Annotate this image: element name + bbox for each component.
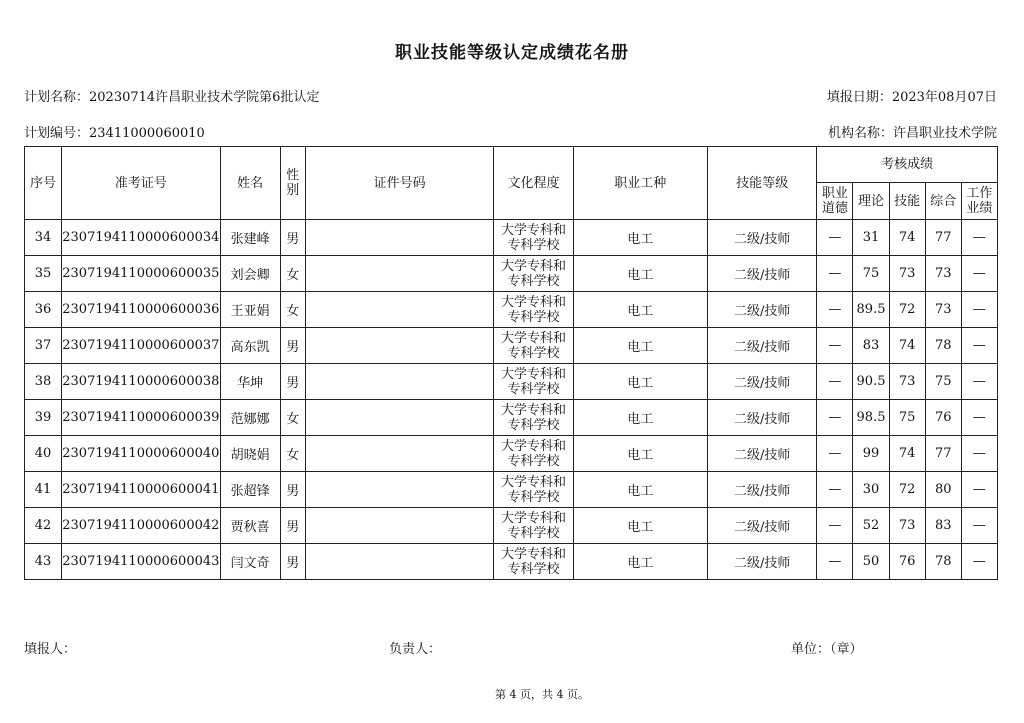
- cell-ethics: —: [817, 364, 853, 400]
- cell-ethics: —: [817, 400, 853, 436]
- page-title: 职业技能等级认定成绩花名册: [395, 43, 629, 63]
- plan-name-label: 计划名称：: [24, 90, 90, 105]
- report-date-value: 2023年08月07日: [891, 90, 997, 105]
- table-row: [25, 292, 998, 328]
- cell-exam-no: 2307194110000600036: [62, 292, 220, 328]
- cell-occupation: 电工: [573, 544, 707, 580]
- cell-id-no: [305, 220, 494, 256]
- cell-level: 二级/技师: [708, 544, 817, 580]
- cell-exam-no: 2307194110000600038: [62, 364, 220, 400]
- cell-id-no: [305, 544, 494, 580]
- cell-id-no: [305, 508, 494, 544]
- cell-id-no: [305, 472, 494, 508]
- cell-gender: 女: [280, 436, 305, 472]
- cell-occupation: 电工: [573, 400, 707, 436]
- cell-id-no: [305, 292, 494, 328]
- cell-work: —: [961, 220, 997, 256]
- cell-exam-no: 2307194110000600034: [62, 220, 220, 256]
- cell-work: —: [961, 256, 997, 292]
- page-info: 第 4 页，共 4 页。: [495, 688, 589, 701]
- table-row: [25, 436, 998, 472]
- cell-exam-no: 2307194110000600043: [62, 544, 220, 580]
- cell-occupation: 电工: [573, 508, 707, 544]
- cell-gender: 男: [280, 328, 305, 364]
- cell-ethics: —: [817, 436, 853, 472]
- cell-exam-no: 2307194110000600041: [62, 472, 220, 508]
- table-row: [25, 472, 998, 508]
- cell-name: 胡晓娟: [220, 436, 280, 472]
- cell-level: 二级/技师: [708, 436, 817, 472]
- cell-theory: 89.5: [853, 292, 889, 328]
- cell-ethics: —: [817, 508, 853, 544]
- cell-ethics: —: [817, 544, 853, 580]
- table-row: [25, 364, 998, 400]
- cell-ethics: —: [817, 292, 853, 328]
- plan-number-label: 计划编号：: [24, 126, 90, 141]
- cell-level: 二级/技师: [708, 292, 817, 328]
- report-date: [827, 86, 997, 105]
- table-row: [25, 508, 998, 544]
- filler-label: 填报人：: [24, 642, 77, 657]
- cell-skill: 74: [889, 328, 925, 364]
- cell-occupation: 电工: [573, 256, 707, 292]
- cell-occupation: 电工: [573, 328, 707, 364]
- cell-seq: 40: [25, 436, 62, 472]
- cell-gender: 女: [280, 400, 305, 436]
- education-line-2: 专科学校: [507, 525, 560, 541]
- cell-id-no: [305, 364, 494, 400]
- header-id-no: 证件号码: [305, 147, 494, 220]
- plan-number-value: 23411000060010: [89, 126, 205, 141]
- cell-level: 二级/技师: [708, 256, 817, 292]
- cell-exam-no: 2307194110000600039: [62, 400, 220, 436]
- cell-name: 范娜娜: [220, 400, 280, 436]
- unit-label: 单位：: [791, 642, 831, 657]
- cell-name: 王亚娟: [220, 292, 280, 328]
- cell-seq: 42: [25, 508, 62, 544]
- header-scores-group: 考核成绩: [817, 147, 998, 183]
- cell-id-no: [305, 436, 494, 472]
- cell-overall: 80: [925, 472, 961, 508]
- cell-seq: 38: [25, 364, 62, 400]
- cell-theory: 50: [853, 544, 889, 580]
- cell-theory: 31: [853, 220, 889, 256]
- header-education: 文化程度: [494, 147, 573, 220]
- cell-occupation: 电工: [573, 220, 707, 256]
- cell-occupation: 电工: [573, 436, 707, 472]
- cell-ethics: —: [817, 256, 853, 292]
- table-row: [25, 400, 998, 436]
- education-line-1: 大学专科和: [500, 222, 566, 238]
- cell-overall: 77: [925, 220, 961, 256]
- cell-education: [494, 544, 573, 580]
- cell-theory: 75: [853, 256, 889, 292]
- education-line-2: 专科学校: [507, 273, 560, 289]
- cell-level: 二级/技师: [708, 328, 817, 364]
- cell-overall: 73: [925, 292, 961, 328]
- cell-work: —: [961, 436, 997, 472]
- cell-education: [494, 292, 573, 328]
- cell-overall: 77: [925, 436, 961, 472]
- cell-overall: 76: [925, 400, 961, 436]
- cell-education: [494, 508, 573, 544]
- cell-name: 高东凯: [220, 328, 280, 364]
- score-roster-table: [24, 146, 998, 580]
- cell-seq: 37: [25, 328, 62, 364]
- seal-label: （章）: [830, 642, 863, 657]
- cell-education: [494, 400, 573, 436]
- cell-skill: 74: [889, 436, 925, 472]
- education-line-1: 大学专科和: [500, 294, 566, 310]
- cell-theory: 83: [853, 328, 889, 364]
- cell-education: [494, 364, 573, 400]
- unit-field: [791, 638, 863, 657]
- cell-name: 刘会卿: [220, 256, 280, 292]
- cell-ethics: —: [817, 328, 853, 364]
- organization-label: 机构名称：: [827, 126, 893, 141]
- cell-exam-no: 2307194110000600040: [62, 436, 220, 472]
- education-line-2: 专科学校: [507, 381, 560, 397]
- principal-field: [389, 638, 441, 657]
- cell-gender: 男: [280, 220, 305, 256]
- cell-skill: 76: [889, 544, 925, 580]
- header-name: 姓名: [220, 147, 280, 220]
- cell-ethics: —: [817, 472, 853, 508]
- header-gender: 性别: [280, 147, 305, 220]
- cell-overall: 78: [925, 328, 961, 364]
- cell-education: [494, 436, 573, 472]
- cell-skill: 74: [889, 220, 925, 256]
- cell-work: —: [961, 292, 997, 328]
- cell-name: 张建峰: [220, 220, 280, 256]
- cell-ethics: —: [817, 220, 853, 256]
- cell-gender: 女: [280, 292, 305, 328]
- cell-seq: 41: [25, 472, 62, 508]
- cell-seq: 43: [25, 544, 62, 580]
- cell-theory: 99: [853, 436, 889, 472]
- cell-work: —: [961, 328, 997, 364]
- cell-overall: 83: [925, 508, 961, 544]
- header-theory: 理论: [853, 183, 889, 220]
- table-row: [25, 256, 998, 292]
- cell-skill: 72: [889, 292, 925, 328]
- cell-exam-no: 2307194110000600035: [62, 256, 220, 292]
- header-seq: 序号: [25, 147, 62, 220]
- education-line-1: 大学专科和: [500, 474, 566, 490]
- header-ethics: 职业道德: [817, 183, 853, 220]
- cell-seq: 34: [25, 220, 62, 256]
- cell-exam-no: 2307194110000600037: [62, 328, 220, 364]
- cell-education: [494, 328, 573, 364]
- cell-skill: 73: [889, 364, 925, 400]
- cell-theory: 90.5: [853, 364, 889, 400]
- cell-theory: 30: [853, 472, 889, 508]
- header-overall: 综合: [925, 183, 961, 220]
- cell-occupation: 电工: [573, 364, 707, 400]
- header-skill: 技能: [889, 183, 925, 220]
- cell-theory: 98.5: [853, 400, 889, 436]
- education-line-2: 专科学校: [507, 237, 560, 253]
- cell-occupation: 电工: [573, 472, 707, 508]
- education-line-1: 大学专科和: [500, 546, 566, 562]
- education-line-1: 大学专科和: [500, 402, 566, 418]
- plan-name-value: 20230714许昌职业技术学院第6批认定: [89, 90, 320, 105]
- cell-education: [494, 220, 573, 256]
- cell-level: 二级/技师: [708, 364, 817, 400]
- table-row: [25, 220, 998, 256]
- plan-number: [24, 122, 205, 141]
- cell-id-no: [305, 256, 494, 292]
- header-level: 技能等级: [708, 147, 817, 220]
- organization: [828, 122, 997, 141]
- cell-theory: 52: [853, 508, 889, 544]
- cell-skill: 73: [889, 256, 925, 292]
- cell-education: [494, 472, 573, 508]
- education-line-2: 专科学校: [507, 309, 560, 325]
- cell-level: 二级/技师: [708, 400, 817, 436]
- roster-body: [25, 220, 998, 580]
- cell-name: 闫文奇: [220, 544, 280, 580]
- cell-level: 二级/技师: [708, 472, 817, 508]
- cell-gender: 男: [280, 472, 305, 508]
- cell-skill: 72: [889, 472, 925, 508]
- education-line-2: 专科学校: [507, 561, 560, 577]
- cell-id-no: [305, 400, 494, 436]
- education-line-1: 大学专科和: [500, 510, 566, 526]
- principal-label: 负责人：: [389, 642, 442, 657]
- header-work: 工作业绩: [961, 183, 997, 220]
- education-line-2: 专科学校: [507, 345, 560, 361]
- table-row: [25, 544, 998, 580]
- cell-skill: 73: [889, 508, 925, 544]
- table-row: [25, 328, 998, 364]
- cell-exam-no: 2307194110000600042: [62, 508, 220, 544]
- cell-gender: 男: [280, 544, 305, 580]
- cell-overall: 73: [925, 256, 961, 292]
- header-occupation: 职业工种: [573, 147, 707, 220]
- cell-seq: 36: [25, 292, 62, 328]
- filler-field: [24, 638, 76, 657]
- plan-name: [24, 86, 319, 105]
- organization-value: 许昌职业技术学院: [892, 126, 997, 141]
- cell-work: —: [961, 364, 997, 400]
- cell-work: —: [961, 508, 997, 544]
- cell-occupation: 电工: [573, 292, 707, 328]
- education-line-1: 大学专科和: [500, 366, 566, 382]
- header-exam-no: 准考证号: [62, 147, 220, 220]
- education-line-2: 专科学校: [507, 489, 560, 505]
- cell-gender: 男: [280, 508, 305, 544]
- education-line-2: 专科学校: [507, 417, 560, 433]
- cell-name: 张超锋: [220, 472, 280, 508]
- cell-gender: 女: [280, 256, 305, 292]
- cell-name: 贾秋喜: [220, 508, 280, 544]
- cell-level: 二级/技师: [708, 220, 817, 256]
- cell-work: —: [961, 400, 997, 436]
- cell-education: [494, 256, 573, 292]
- cell-skill: 75: [889, 400, 925, 436]
- cell-id-no: [305, 328, 494, 364]
- cell-seq: 39: [25, 400, 62, 436]
- report-date-label: 填报日期：: [826, 90, 892, 105]
- cell-level: 二级/技师: [708, 508, 817, 544]
- cell-overall: 78: [925, 544, 961, 580]
- cell-name: 华坤: [220, 364, 280, 400]
- cell-work: —: [961, 544, 997, 580]
- cell-seq: 35: [25, 256, 62, 292]
- education-line-1: 大学专科和: [500, 438, 566, 454]
- education-line-2: 专科学校: [507, 453, 560, 469]
- education-line-1: 大学专科和: [500, 258, 566, 274]
- cell-work: —: [961, 472, 997, 508]
- education-line-1: 大学专科和: [500, 330, 566, 346]
- cell-overall: 75: [925, 364, 961, 400]
- cell-gender: 男: [280, 364, 305, 400]
